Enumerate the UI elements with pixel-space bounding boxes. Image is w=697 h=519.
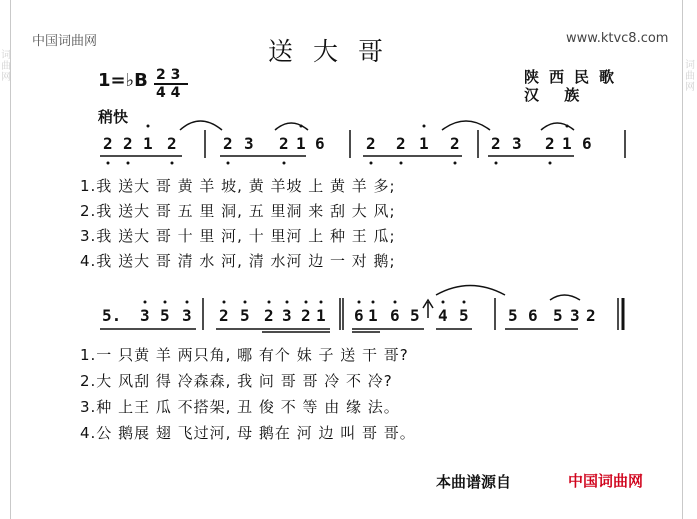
note: 2 xyxy=(123,134,133,153)
note: 5 xyxy=(553,306,563,325)
note: 2 xyxy=(545,134,555,153)
verse-line: 2.大 风刮 得 冷森森, 我 问 哥 哥 冷 不 冷? xyxy=(80,372,393,390)
note: 3 xyxy=(182,306,192,325)
note: 1 xyxy=(143,134,153,153)
note: 5 xyxy=(459,306,469,325)
time-signature-bottom: 4 4 xyxy=(156,85,181,101)
note: 3 xyxy=(282,306,292,325)
song-title: 送大哥 xyxy=(268,37,404,66)
origin-line-1: 陕西民歌 xyxy=(524,68,625,86)
note: 2 xyxy=(396,134,406,153)
note: 2 xyxy=(223,134,233,153)
note: 1 xyxy=(419,134,429,153)
slur xyxy=(180,121,222,130)
slur xyxy=(541,123,574,130)
note: 2 xyxy=(279,134,289,153)
note: 6 xyxy=(582,134,592,153)
slur xyxy=(275,123,308,130)
note: 3 xyxy=(512,134,522,153)
verse-line: 1.我 送大 哥 黄 羊 坡, 黄 羊坡 上 黄 羊 多; xyxy=(80,177,396,195)
note: 2 xyxy=(366,134,376,153)
note: 2 xyxy=(491,134,501,153)
watermark-right: 词 曲 网 xyxy=(685,60,695,93)
tempo-marking: 稍快 xyxy=(98,108,129,126)
source-label: 本曲谱源自 xyxy=(436,473,512,491)
note: 4 xyxy=(438,306,448,325)
watermark-left: 词 曲 网 xyxy=(1,50,11,83)
source-site-link[interactable]: 中国词曲网 xyxy=(568,472,644,490)
note: 2 xyxy=(586,306,596,325)
note: 5 xyxy=(410,306,420,325)
note: 1 xyxy=(562,134,572,153)
origin-line-2: 汉 族 xyxy=(524,86,590,104)
note: 6 xyxy=(354,306,364,325)
site-url-top-right: www.ktvc8.com xyxy=(566,31,669,46)
note: 3 xyxy=(140,306,150,325)
key-signature: 1=♭B xyxy=(98,70,148,91)
note: 5 xyxy=(160,306,170,325)
note: 3 xyxy=(570,306,580,325)
note: 5 xyxy=(508,306,518,325)
note: 6 xyxy=(390,306,400,325)
verse-line: 4.公 鹅展 翅 飞过河, 母 鹅在 河 边 叫 哥 哥。 xyxy=(80,424,416,442)
note: 2 xyxy=(167,134,177,153)
note: 3 xyxy=(244,134,254,153)
slur xyxy=(550,295,580,300)
verse-line: 4.我 送大 哥 清 水 河, 清 水河 边 一 对 鹅; xyxy=(80,252,396,270)
note: 6 xyxy=(528,306,538,325)
note: 2 xyxy=(264,306,274,325)
note: 5 xyxy=(240,306,250,325)
note: 1 xyxy=(316,306,326,325)
slur xyxy=(436,286,505,296)
note: 6 xyxy=(315,134,325,153)
verse-line: 2.我 送大 哥 五 里 洞, 五 里洞 来 刮 大 风; xyxy=(80,202,396,220)
note: 5. xyxy=(102,306,122,325)
slur xyxy=(442,121,490,130)
verse-line: 3.种 上王 瓜 不搭架, 丑 俊 不 等 由 缘 法。 xyxy=(80,398,400,416)
verse-line: 1.一 只黄 羊 两只角, 哪 有个 妹 子 送 干 哥? xyxy=(80,346,409,364)
note: 1 xyxy=(368,306,378,325)
note: 2 xyxy=(103,134,113,153)
note: 2 xyxy=(219,306,229,325)
note: 2 xyxy=(450,134,460,153)
verse-line: 3.我 送大 哥 十 里 河, 十 里河 上 种 王 瓜; xyxy=(80,227,396,245)
note: 1 xyxy=(296,134,306,153)
time-signature-top: 2 3 xyxy=(156,67,181,83)
arrow-mark xyxy=(423,300,433,318)
site-name-top-left: 中国词曲网 xyxy=(32,34,98,49)
note: 2 xyxy=(301,306,311,325)
